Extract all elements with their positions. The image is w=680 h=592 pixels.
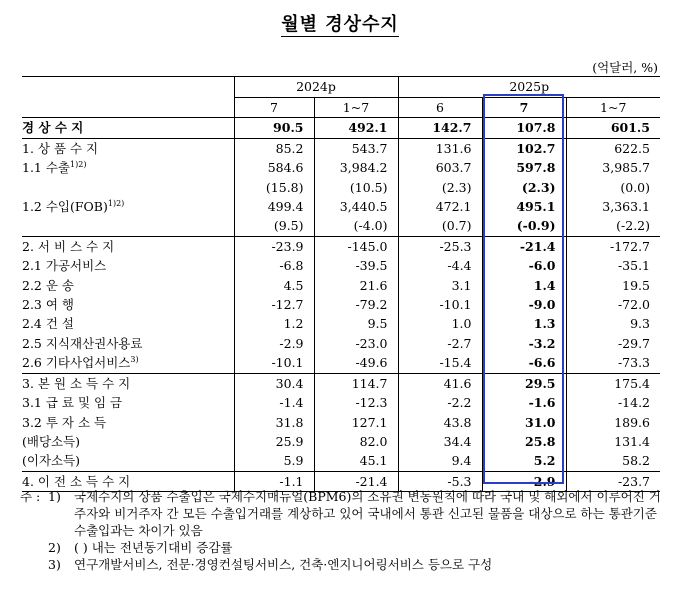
row-label: [22, 138, 234, 158]
row-label-text: 2.3 여 행: [22, 297, 74, 313]
value-cell: 1.4: [482, 276, 566, 295]
footnote-number: 1): [48, 489, 61, 504]
value-cell: -12.3: [314, 393, 398, 412]
value-cell: -23.7: [566, 471, 660, 491]
table-row: [22, 314, 660, 333]
value-cell: 3,984.2: [314, 158, 398, 177]
value-cell: -25.3: [398, 236, 482, 256]
value-cell: 21.6: [314, 276, 398, 295]
row-label-text: 1.2 수입(FOB): [22, 199, 108, 215]
value-cell: (0.7): [398, 216, 482, 236]
table-row: [22, 216, 660, 236]
month-header: 1~7: [314, 98, 398, 118]
footnote-text: 국제수지의 상품 수출입은 국제수지매뉴얼(BPM6)의 소유권 변동원칙에 따라 국내 및 해외에서 이루어진 거주자와 비거주자 간 모든 수출입거래를 계상하고 있어 국내에서 통관 신고된 물품을 대상으로 하는 통관기준 수출입과는 차이가 있음: [74, 489, 661, 538]
value-cell: 114.7: [314, 373, 398, 393]
value-cell: -6.6: [482, 353, 566, 373]
row-label-text: (배당소득): [22, 433, 81, 449]
footnote-1: [20, 488, 670, 539]
value-cell: 131.4: [566, 432, 660, 451]
value-cell: 9.4: [398, 451, 482, 471]
value-cell: -35.1: [566, 256, 660, 275]
value-cell: 102.7: [482, 138, 566, 158]
value-cell: 603.7: [398, 158, 482, 177]
row-label: [22, 295, 234, 314]
footnotes: [20, 488, 670, 573]
value-cell: 622.5: [566, 138, 660, 158]
value-cell: 3,985.7: [566, 158, 660, 177]
year-2024-header: 2024p: [234, 77, 398, 98]
row-label: [22, 393, 234, 412]
footnote-ref: 1)2): [70, 160, 87, 170]
value-cell: 34.4: [398, 432, 482, 451]
table-row: [22, 432, 660, 451]
value-cell: -2.9: [482, 471, 566, 491]
row-label: [22, 216, 234, 236]
month-header: 7: [234, 98, 314, 118]
value-cell: 131.6: [398, 138, 482, 158]
value-cell: -21.4: [314, 471, 398, 491]
row-label: [22, 413, 234, 432]
value-cell: -29.7: [566, 334, 660, 353]
footnote-2: [20, 539, 670, 556]
value-cell: 4.5: [234, 276, 314, 295]
footnote-number: 2): [48, 540, 61, 555]
value-cell: 30.4: [234, 373, 314, 393]
value-cell: -10.1: [398, 295, 482, 314]
row-label-text: 2.1 가공서비스: [22, 258, 107, 274]
footnote-number: 3): [48, 557, 61, 572]
month-header: 1~7: [566, 98, 660, 118]
value-cell: (-2.2): [566, 216, 660, 236]
value-cell: 5.2: [482, 451, 566, 471]
value-cell: 142.7: [398, 118, 482, 138]
value-cell: -72.0: [566, 295, 660, 314]
value-cell: -1.4: [234, 393, 314, 412]
month-header: 6: [398, 98, 482, 118]
table-row: [22, 118, 660, 138]
value-cell: 1.3: [482, 314, 566, 333]
value-cell: -6.8: [234, 256, 314, 275]
unit-label: (억달러, %): [592, 60, 658, 75]
row-label: [22, 236, 234, 256]
value-cell: 543.7: [314, 138, 398, 158]
table-row: [22, 256, 660, 275]
value-cell: 45.1: [314, 451, 398, 471]
row-label-text: 2.5 지식재산권사용료: [22, 335, 143, 351]
row-label-text: 4. 이 전 소 득 수 지: [22, 473, 131, 489]
table-row: [22, 178, 660, 197]
value-cell: -23.0: [314, 334, 398, 353]
row-label-text: 경 상 수 지: [22, 120, 84, 136]
row-label: [22, 256, 234, 275]
value-cell: 499.4: [234, 197, 314, 216]
table-row: [22, 451, 660, 471]
table-row: [22, 276, 660, 295]
row-label: [22, 118, 234, 138]
row-label: [22, 451, 234, 471]
row-label: [22, 197, 234, 216]
value-cell: -14.2: [566, 393, 660, 412]
row-label-text: (이자소득): [22, 453, 81, 469]
month-header: 7: [482, 98, 566, 118]
value-cell: (9.5): [234, 216, 314, 236]
value-cell: 19.5: [566, 276, 660, 295]
value-cell: -3.2: [482, 334, 566, 353]
table-row: [22, 197, 660, 216]
value-cell: -1.6: [482, 393, 566, 412]
row-label: [22, 353, 234, 373]
value-cell: 29.5: [482, 373, 566, 393]
value-cell: 492.1: [314, 118, 398, 138]
value-cell: 5.9: [234, 451, 314, 471]
table-body: [22, 118, 660, 492]
value-cell: 3,440.5: [314, 197, 398, 216]
value-cell: -39.5: [314, 256, 398, 275]
row-label: [22, 373, 234, 393]
value-cell: (10.5): [314, 178, 398, 197]
value-cell: -79.2: [314, 295, 398, 314]
table-row: [22, 373, 660, 393]
value-cell: 25.9: [234, 432, 314, 451]
row-label-text: 3.2 투 자 소 득: [22, 414, 107, 430]
value-cell: 472.1: [398, 197, 482, 216]
value-cell: -6.0: [482, 256, 566, 275]
row-label: [22, 178, 234, 197]
value-cell: 25.8: [482, 432, 566, 451]
value-cell: 82.0: [314, 432, 398, 451]
value-cell: -4.4: [398, 256, 482, 275]
value-cell: 9.3: [566, 314, 660, 333]
footnote-ref: 3): [130, 355, 139, 365]
table-row: [22, 158, 660, 177]
value-cell: -15.4: [398, 353, 482, 373]
header-month-row: [22, 98, 660, 118]
value-cell: 1.0: [398, 314, 482, 333]
value-cell: 90.5: [234, 118, 314, 138]
value-cell: -145.0: [314, 236, 398, 256]
footnote-prefix: 주 :: [20, 489, 41, 504]
value-cell: 597.8: [482, 158, 566, 177]
footnote-text: 연구개발서비스, 전문·경영컨설팅서비스, 건축·엔지니어링서비스 등으로 구성: [74, 557, 493, 572]
current-account-table: [22, 76, 660, 492]
footnote-ref: 1)2): [107, 198, 125, 208]
row-label-text: 1. 상 품 수 지: [22, 140, 99, 156]
table-row: [22, 334, 660, 353]
row-label-text: 2.2 운 송: [22, 277, 74, 293]
value-cell: 1.2: [234, 314, 314, 333]
row-label-text: 3.1 급 료 및 임 금: [22, 395, 123, 411]
row-label-text: 2.4 건 설: [22, 316, 74, 332]
value-cell: 601.5: [566, 118, 660, 138]
value-cell: 127.1: [314, 413, 398, 432]
value-cell: -12.7: [234, 295, 314, 314]
value-cell: 41.6: [398, 373, 482, 393]
value-cell: 107.8: [482, 118, 566, 138]
value-cell: 3.1: [398, 276, 482, 295]
row-label-text: 2.6 기타사업서비스: [22, 355, 131, 371]
value-cell: 31.0: [482, 413, 566, 432]
value-cell: 31.8: [234, 413, 314, 432]
value-cell: 43.8: [398, 413, 482, 432]
row-label: [22, 334, 234, 353]
row-label-text: 2. 서 비 스 수 지: [22, 238, 115, 254]
footnote-3: [20, 556, 670, 573]
value-cell: 85.2: [234, 138, 314, 158]
value-cell: 189.6: [566, 413, 660, 432]
value-cell: 3,363.1: [566, 197, 660, 216]
row-label: [22, 432, 234, 451]
value-cell: 175.4: [566, 373, 660, 393]
value-cell: -2.7: [398, 334, 482, 353]
value-cell: -172.7: [566, 236, 660, 256]
value-cell: -73.3: [566, 353, 660, 373]
row-label: [22, 158, 234, 177]
value-cell: -1.1: [234, 471, 314, 491]
year-2025-header: 2025p: [398, 77, 660, 98]
row-label-text: 1.1 수출: [22, 160, 71, 176]
value-cell: 495.1: [482, 197, 566, 216]
footnote-text: ( ) 내는 전년동기대비 증감률: [74, 540, 233, 555]
row-label: [22, 276, 234, 295]
value-cell: -23.9: [234, 236, 314, 256]
table-row: [22, 393, 660, 412]
value-cell: -9.0: [482, 295, 566, 314]
value-cell: (2.3): [398, 178, 482, 197]
table-row: [22, 295, 660, 314]
row-label: [22, 314, 234, 333]
page-title: 월별 경상수지: [281, 14, 399, 35]
value-cell: 58.2: [566, 451, 660, 471]
row-label-text: 3. 본 원 소 득 수 지: [22, 375, 131, 391]
value-cell: (-0.9): [482, 216, 566, 236]
value-cell: -5.3: [398, 471, 482, 491]
value-cell: (0.0): [566, 178, 660, 197]
value-cell: -2.2: [398, 393, 482, 412]
value-cell: -21.4: [482, 236, 566, 256]
value-cell: -10.1: [234, 353, 314, 373]
value-cell: -2.9: [234, 334, 314, 353]
header-year-row: [22, 77, 660, 98]
value-cell: (-4.0): [314, 216, 398, 236]
table-row: [22, 138, 660, 158]
table-row: [22, 353, 660, 373]
value-cell: -49.6: [314, 353, 398, 373]
table-row: [22, 236, 660, 256]
value-cell: 584.6: [234, 158, 314, 177]
value-cell: 9.5: [314, 314, 398, 333]
value-cell: (2.3): [482, 178, 566, 197]
value-cell: (15.8): [234, 178, 314, 197]
table-row: [22, 413, 660, 432]
